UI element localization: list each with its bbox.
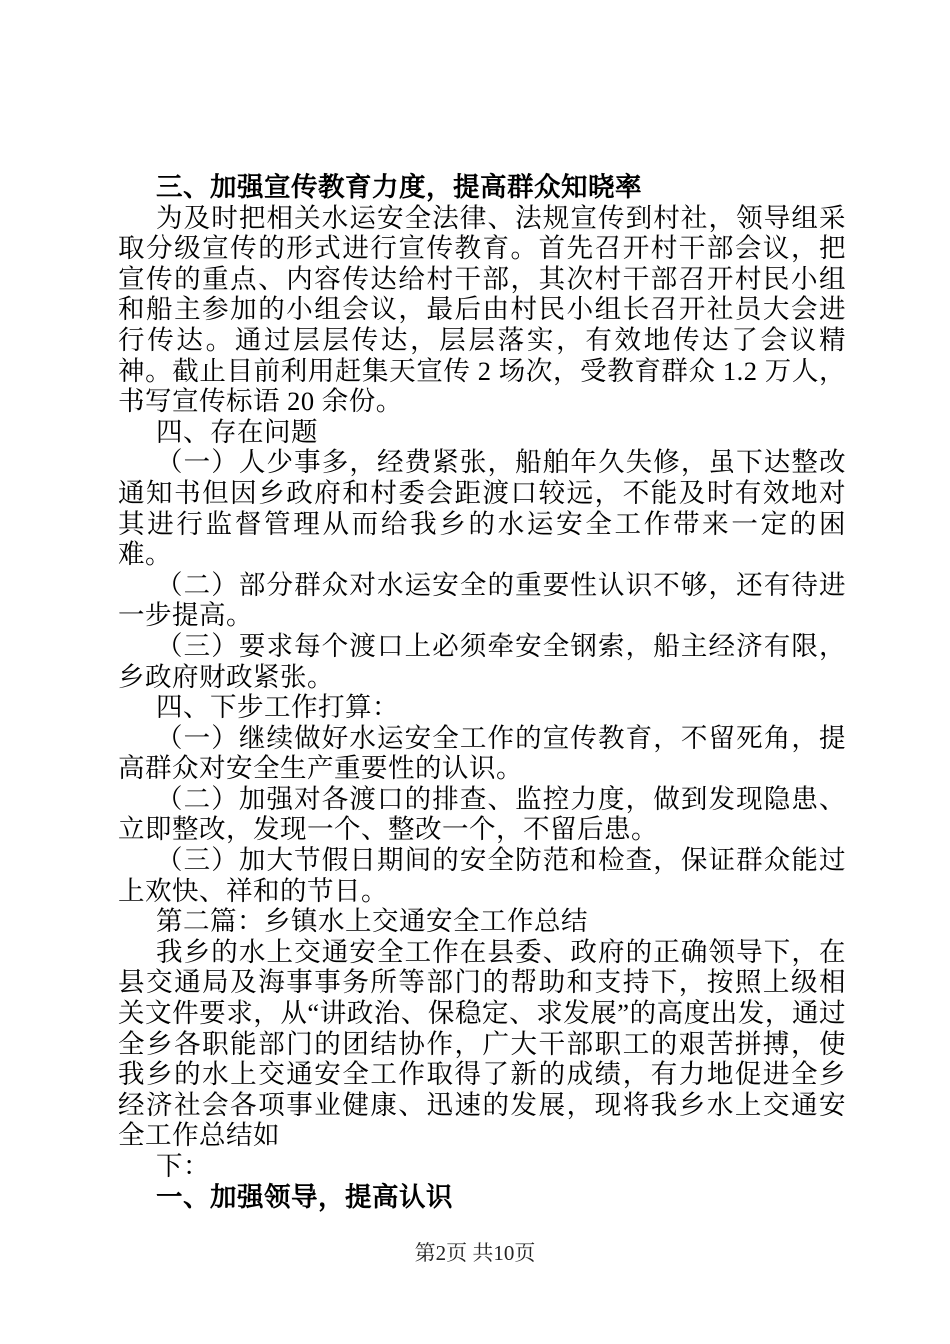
- document-body: [118, 172, 846, 1212]
- body-paragraph: 四、存在问题: [156, 416, 318, 447]
- body-paragraph: 下：: [156, 1151, 210, 1181]
- page-number-footer: 第2页 共10页: [414, 1241, 536, 1265]
- body-paragraph: 为及时把相关水运安全法律、法规宣传到村社，领导组采取分级宣传的形式进行宣传教育。首先召开村干部会议，把宣传的重点、内容传达给村干部，其次村干部召开村民小组和船主参加的小组会议，最后由村民小组长召开社员大会进行传达。通过层层传达，层层落实，有效地传达了会议精神。截止目前利用赶集天宣传 2 场次，受教育群众 1.2 万人，书写宣传标语 20 余份。: [118, 202, 846, 417]
- body-paragraph: 第二篇：乡镇水上交通安全工作总结: [156, 906, 588, 937]
- body-paragraph: （三）加大节假日期间的安全防范和检查，保证群众能过上欢快、祥和的节日。: [118, 845, 846, 906]
- body-paragraph: （一）人少事多，经费紧张，船舶年久失修，虽下达整改通知书但因乡政府和村委会距渡口较远，不能及时有效地对其进行监督管理从而给我乡的水运安全工作带来一定的困难。: [118, 447, 846, 570]
- body-paragraph: 四、下步工作打算：: [156, 692, 399, 723]
- body-paragraph: （三）要求每个渡口上必须牵安全钢索，船主经济有限，乡政府财政紧张。: [118, 630, 846, 692]
- body-paragraph: （一）继续做好水运安全工作的宣传教育，不留死角，提高群众对安全生产重要性的认识。: [118, 722, 846, 784]
- section-heading: 三、加强宣传教育力度，提高群众知晓率: [156, 172, 642, 202]
- body-paragraph: （二）加强对各渡口的排查、监控力度，做到发现隐患、立即整改，发现一个、整改一个，不留后患。: [118, 783, 846, 845]
- section-heading: 一、加强领导，提高认识: [156, 1181, 453, 1212]
- body-paragraph: 我乡的水上交通安全工作在县委、政府的正确领导下，在县交通局及海事事务所等部门的帮助和支持下，按照上级相关文件要求，从“讲政治、保稳定、求发展”的高度出发，通过全乡各职能部门的团结协作，广大干部职工的艰苦拼搏，使我乡的水上交通安全工作取得了新的成绩，有力地促进全乡经济社会各项事业健康、迅速的发展，现将我乡水上交通安全工作总结如: [118, 936, 846, 1151]
- body-paragraph: （二）部分群众对水运安全的重要性认识不够，还有待进一步提高。: [118, 569, 846, 631]
